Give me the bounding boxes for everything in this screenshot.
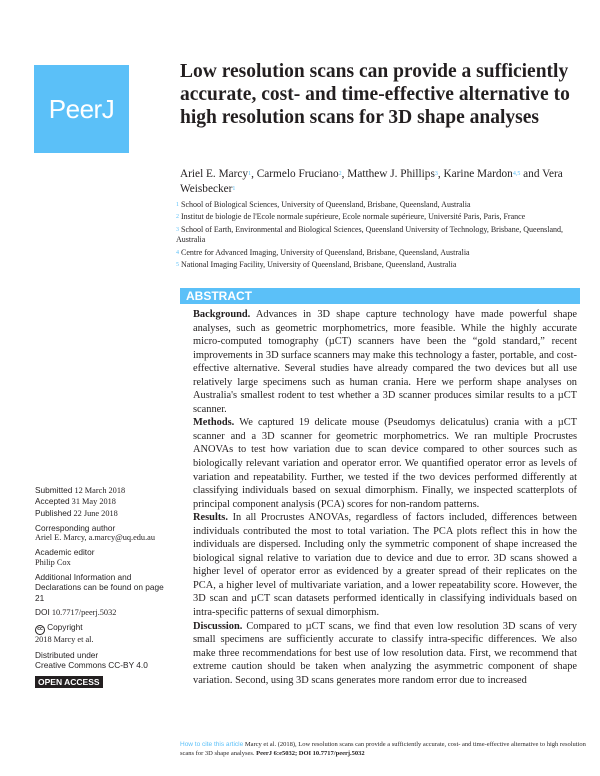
citation-footer <box>180 741 590 758</box>
copyright-holder: 2018 Marcy et al. <box>35 635 94 645</box>
authors-and: and <box>523 168 540 180</box>
submitted-label: Submitted <box>35 485 73 495</box>
abstract-section-label: Background. <box>193 309 251 320</box>
affiliation <box>176 225 586 247</box>
abstract-section-text: Advances in 3D shape capture technology have made powerful shape analyses, such as geometric morphometrics, more feasible. While the highly accurate micro-computed tomography (µCT) scanners have been the “gold standard,” recent improvements in 3D surface scanners may make this technology a faster, portable, and cost-effective alternative. Several studies have already compared the two devices but all use relatively large specimens such as human crania. Here we perform shape analyses on Australia's smallest rodent to test whether a 3D scanner produces similar results to a µCT scanner. <box>193 309 578 415</box>
doi-link[interactable]: 10.7717/peerj.5032 <box>51 607 117 617</box>
corresponding-author-label: Corresponding author <box>35 522 116 533</box>
cite-text: Marcy et al. (2018), Low resolution scans can provide a sufficiently accurate, cost- and time-effective alternative to high resolution scans for 3D shape analyses. <box>180 741 586 757</box>
affiliation <box>176 200 586 211</box>
corresponding-author[interactable]: Ariel E. Marcy, a.marcy@uq.edu.au <box>35 533 155 543</box>
author-affiliation-sup: 3 <box>434 171 438 177</box>
author-name[interactable]: Vera Weisbecker <box>180 168 563 195</box>
affiliation-number: 5 <box>176 261 179 268</box>
author-name[interactable]: Carmelo Fruciano <box>256 168 339 180</box>
article-info-sidebar <box>35 485 175 688</box>
cc-icon: cc <box>35 625 45 635</box>
author-name[interactable]: Ariel E. Marcy <box>180 168 249 180</box>
affiliation-list <box>176 200 586 272</box>
abstract-section-label: Results. <box>193 512 228 524</box>
peerj-logo: PeerJ <box>34 65 129 153</box>
affiliation-number: 1 <box>176 202 179 208</box>
abstract-section-label: Discussion. <box>193 620 243 632</box>
academic-editor: Philip Cox <box>35 557 71 567</box>
abstract-section <box>193 511 577 619</box>
accepted-date: 31 May 2018 <box>71 497 116 507</box>
additional-info: Additional Information and Declarations can be found on page 21 <box>35 572 164 603</box>
affiliation <box>176 212 586 223</box>
published-date: 22 June 2018 <box>73 508 118 518</box>
author-name[interactable]: Matthew J. Phillips <box>347 168 435 180</box>
affiliation-text: Institut de biologie de l'Ecole normale supérieure, Ecole normale supérieure, Université Paris, Paris, France <box>181 212 526 222</box>
abstract-heading: ABSTRACT <box>180 288 580 304</box>
affiliation-number: 3 <box>176 226 179 233</box>
affiliation-number: 4 <box>176 249 179 256</box>
abstract-section-text: In all Procrustes ANOVAs, regardless of factors included, differences between individuals contributed the most to total variation. The PCA plots reflect this in how the individuals are dispersed. Including only the symmetric component of shape increased the biological signal relative to variation due to device and due to error. 3D scans showed a higher level of operator error as evidenced by a greater spread of their replicates on the PCA, a higher level of multivariate variation, and a lower repeatability score. However, the 3D scan and µCT scan datasets performed identically in classifying individuals based on intra-specific patterns of sexual dimorphism. <box>193 512 577 619</box>
cite-ref: PeerJ 6:e5032; DOI 10.7717/peerj.5032 <box>256 749 365 757</box>
abstract-body <box>193 308 577 687</box>
abstract-section-text: Compared to µCT scans, we find that even low resolution 3D scans of very small specimens are sufficiently accurate to classify intra-specific differences. We also make three recommendations for best use of low resolution data. First, we recommend that extreme caution should be taken when analyzing the asymmetric component of shape variation. Second, using 3D scans generates more random error due to increased <box>193 620 577 686</box>
abstract-section <box>193 308 577 416</box>
affiliation <box>176 248 586 259</box>
license[interactable]: Creative Commons CC-BY 4.0 <box>35 659 148 670</box>
copyright-label: Copyright <box>47 622 83 633</box>
affiliation-text: National Imaging Facility, University of Queensland, Brisbane, Queensland, Australia <box>181 259 457 269</box>
author-affiliation-sup: 2 <box>338 171 342 177</box>
author-name[interactable]: Karine Mardon <box>443 168 513 180</box>
affiliation-text: School of Earth, Environmental and Biological Sciences, Queensland University of Technology, Brisbane, Queensland, Australia <box>176 224 564 245</box>
author-list: Ariel E. Marcy$^1$, Carmelo Fruciano$^2$, Matthew J. Phillips$^3$, Karine Mardon$^{4,5}$ and Vera Weisbecker$^1$ <box>180 168 563 195</box>
affiliation-text: Centre for Advanced Imaging, University of Queensland, Brisbane, Queensland, Australia <box>181 247 470 257</box>
abstract-section <box>193 620 577 688</box>
cite-label: How to cite this article <box>180 741 244 748</box>
affiliation <box>176 260 586 271</box>
author-affiliation-sup: 4,5 <box>512 171 521 177</box>
abstract-section-text: We captured 19 delicate mouse (Pseudomys delicatulus) crania with a µCT scanner and a 3D scanner for geometric morphometrics. We ran multiple Procrustes ANOVAs to test how variation due to scan device compared to other sources such as biologically relevant variation and operator error. We quantified operator error as levels of variation and repeatability. Further, we tested if the two devices performed differently at classifying individuals based on sexual dimorphism. Finally, we inspected scatterplots of principal component analysis (PCA) scores for non-random patterns. <box>193 417 577 510</box>
affiliation-number: 2 <box>176 214 179 221</box>
abstract-section <box>193 416 577 511</box>
author-affiliation-sup: 1 <box>248 171 252 177</box>
author-affiliation-sup: 1 <box>232 186 236 192</box>
abstract-section-label: Methods. <box>193 417 235 429</box>
license-label: Distributed under <box>35 649 99 660</box>
accepted-label: Accepted <box>35 496 70 507</box>
academic-editor-label: Academic editor <box>35 547 95 558</box>
published-label: Published <box>35 507 72 518</box>
submitted-date: 12 March 2018 <box>74 486 126 495</box>
open-access-badge: OPEN ACCESS <box>35 676 103 688</box>
doi-label: DOI <box>35 606 50 617</box>
affiliation-text: School of Biological Sciences, University of Queensland, Brisbane, Queensland, Australia <box>181 200 471 209</box>
paper-title: Low resolution scans can provide a sufficiently accurate, cost- and time-effective alternative to high resolution scans for 3D shape analyses <box>180 61 570 128</box>
